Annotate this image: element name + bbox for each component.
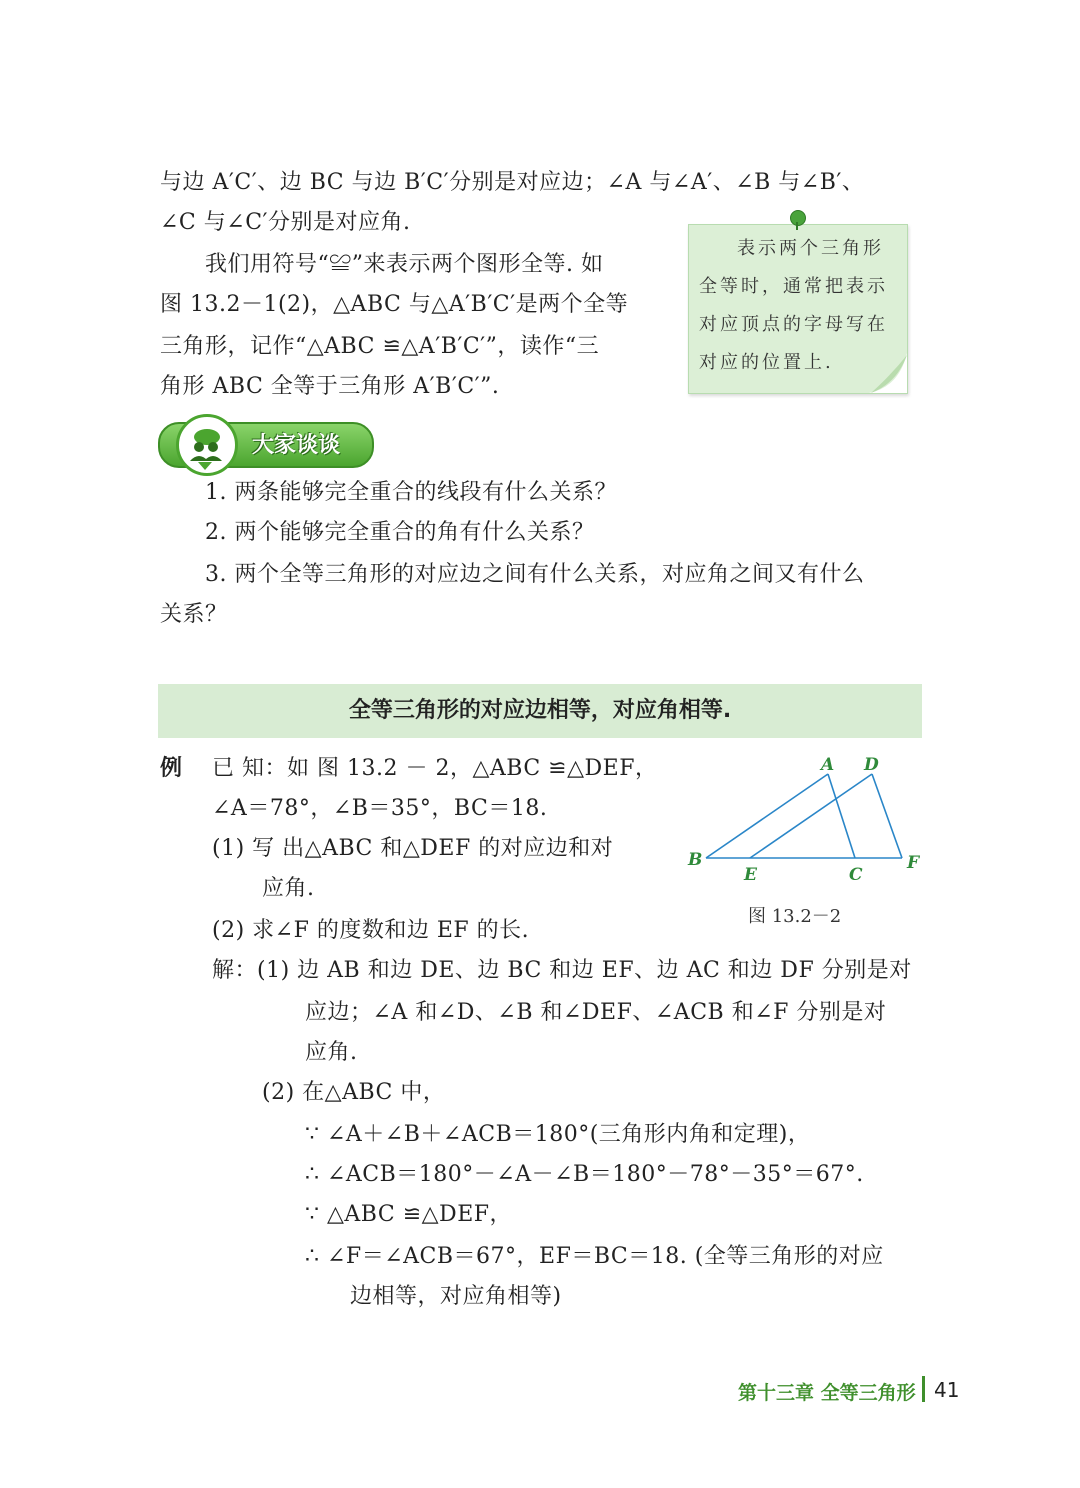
solution-line-3: 应角. [305,1040,358,1065]
text-line-3: 我们用符号“≌”来表示两个图形全等. 如 [205,252,604,277]
vertex-label-F: F [907,853,920,873]
theorem-box [158,684,922,738]
solution-line-1: 解：(1) 边 AB 和边 DE、边 BC 和边 EF、边 AC 和边 DF 分别是对 [212,958,912,983]
text-line-1: 与边 A′C′、边 BC 与边 B′C′分别是对应边；∠A 与∠A′、∠B 与∠B′、 [160,170,865,195]
segment-AC [828,774,855,858]
vertex-label-B: B [688,850,703,870]
question-3a: 3. 两个全等三角形的对应边之间有什么关系，对应角之间又有什么 [205,562,865,587]
note-line-2: 全等时，通常把表示 [699,276,888,297]
figure-caption: 图 13.2－2 [748,906,842,927]
example-line-4: 应角. [262,876,315,901]
discussion-label: 大家谈谈 [252,433,341,458]
question-1: 1. 两条能够完全重合的线段有什么关系？ [205,480,617,505]
note-line-4: 对应的位置上. [699,352,834,373]
footer-chapter: 第十三章 全等三角形 [738,1382,916,1404]
solution-line-4: (2) 在△ABC 中， [262,1080,446,1105]
note-line-1: 表示两个三角形 [737,238,884,259]
segment-DF [872,774,902,858]
solution-line-7: ∵ △ABC ≌△DEF， [305,1202,513,1227]
pushpin-stem [796,222,798,230]
solution-line-5: ∵ ∠A＋∠B＋∠ACB＝180°(三角形内角和定理)， [305,1122,811,1147]
text-line-6: 角形 ABC 全等于三角形 A′B′C′”. [160,374,500,399]
solution-line-2: 应边；∠A 和∠D、∠B 和∠DEF、∠ACB 和∠F 分别是对 [305,1000,887,1025]
page-number: 41 [934,1378,960,1402]
example-line-1: 已 知：如 图 13.2 － 2，△ABC ≌△DEF， [212,756,658,781]
note-line-3: 对应顶点的字母写在 [699,314,888,335]
example-label: 例 [160,756,183,781]
footer-divider [922,1376,925,1402]
example-line-3: (1) 写 出△ABC 和△DEF 的对应边和对 [212,836,614,861]
chevron-down-icon [198,462,212,470]
pushpin-icon [790,210,806,226]
note-curl-icon [869,353,907,393]
vertex-label-C: C [849,865,863,885]
solution-line-9: 边相等，对应角相等) [350,1284,562,1309]
question-3b: 关系？ [160,602,228,627]
vertex-label-D: D [864,755,879,775]
solution-line-6: ∴ ∠ACB＝180°－∠A－∠B＝180°－78°－35°＝67°. [305,1162,864,1187]
example-line-5: (2) 求∠F 的度数和边 EF 的长. [212,918,530,943]
text-line-4: 图 13.2－1(2)，△ABC 与△A′B′C′是两个全等 [160,292,629,317]
solution-line-8: ∴ ∠F＝∠ACB＝67°，EF＝BC＝18. (全等三角形的对应 [305,1244,884,1269]
triangle-figure [680,750,930,890]
margin-note [688,224,908,394]
text-line-2: ∠C 与∠C′分别是对应角. [160,210,411,235]
vertex-label-A: A [821,755,835,775]
vertex-label-E: E [744,865,757,885]
example-line-2: ∠A＝78°，∠B＝35°，BC＝18. [212,796,548,821]
theorem-text: 全等三角形的对应边相等，对应角相等. [348,698,732,723]
question-2: 2. 两个能够完全重合的角有什么关系？ [205,520,595,545]
text-line-5: 三角形，记作“△ABC ≌△A′B′C′”，读作“三 [160,334,600,359]
